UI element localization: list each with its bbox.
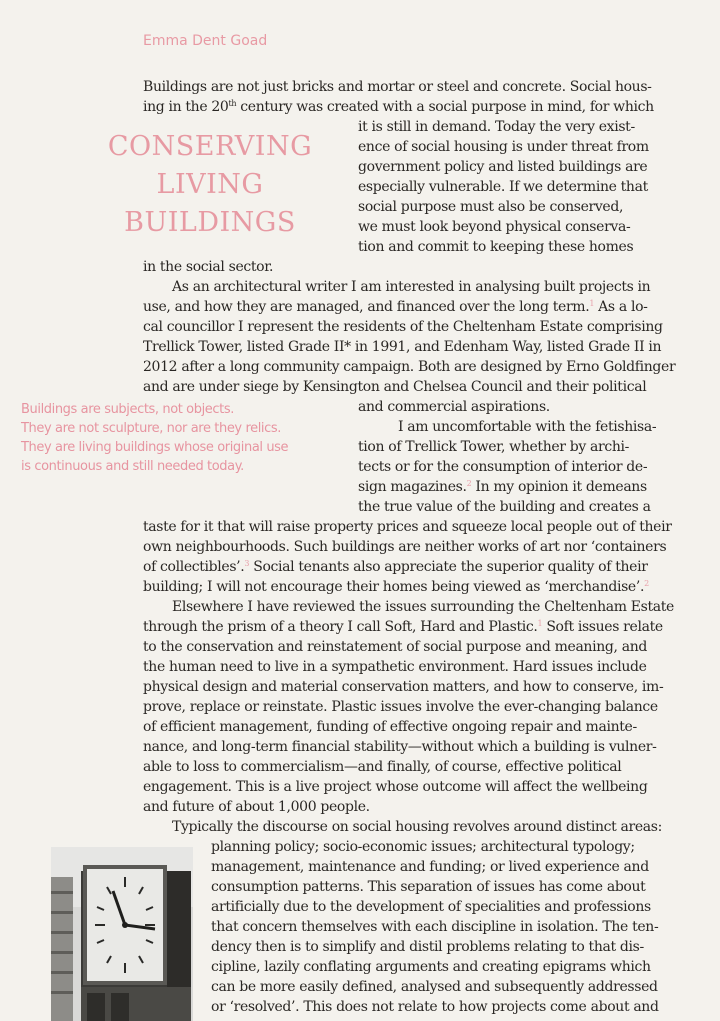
body-line: it is still in demand. Today the very exist- [358, 119, 635, 135]
body-line: we must look beyond physical conserva- [358, 219, 631, 235]
body-line: planning policy; socio-economic issues; architectural typology; [211, 839, 635, 855]
body-line: consumption patterns. This separation of issues has come about [211, 879, 646, 895]
body-line: I am uncomfortable with the fetishisa- [398, 419, 657, 435]
body-line: Typically the discourse on social housing revolves around distinct areas: [172, 819, 662, 835]
body-line: prove, replace or reinstate. Plastic issues involve the ever-changing balance [143, 699, 658, 715]
body-line: dency then is to simplify and distil problems relating to that dis- [211, 939, 644, 955]
body-line: ing in the 20th century was created with a social purpose in mind, for which [143, 99, 654, 115]
pull-quote-line: is continuous and still needed today. [21, 459, 244, 474]
pull-quote-line: They are not sculpture, nor are they relics. [21, 421, 281, 436]
body-line: able to loss to commercialism—and finally, of course, effective political [143, 759, 622, 775]
body-line: can be more easily defined, analysed and subsequently addressed [211, 979, 658, 995]
body-line: engagement. This is a live project whose outcome will affect the wellbeing [143, 779, 648, 795]
body-line: tion of Trellick Tower, whether by archi- [358, 439, 630, 455]
body-line: or ‘resolved’. This does not relate to how projects come about and [211, 999, 659, 1015]
body-line: tion and commit to keeping these homes [358, 239, 634, 255]
body-line: Buildings are not just bricks and mortar or steel and concrete. Social hous- [143, 79, 652, 95]
body-line: and future of about 1,000 people. [143, 799, 370, 815]
body-line: the human need to live in a sympathetic environment. Hard issues include [143, 659, 647, 675]
body-line: the true value of the building and creates a [358, 499, 651, 515]
body-line: use, and how they are managed, and financed over the long term.$^1$ As a lo- [143, 299, 648, 315]
body-line: ence of social housing is under threat from [358, 139, 649, 155]
title-line: BUILDINGS [124, 207, 296, 238]
body-line: in the social sector. [143, 259, 274, 275]
body-line: building; I will not encourage their homes being viewed as ‘merchandise’.$^2$ [143, 579, 649, 595]
title-line: LIVING [156, 169, 264, 200]
body-line: and are under siege by Kensington and Chelsea Council and their political [143, 379, 647, 395]
body-line: government policy and listed buildings are [358, 159, 648, 175]
body-line: cipline, lazily conflating arguments and creating epigrams which [211, 959, 651, 975]
body-line: of efficient management, funding of effective ongoing repair and mainte- [143, 719, 637, 735]
body-line: As an architectural writer I am interested in analysing built projects in [172, 279, 651, 295]
body-line: Trellick Tower, listed Grade II* in 1991, and Edenham Way, listed Grade II in [143, 339, 662, 355]
body-line: 2012 after a long community campaign. Both are designed by Erno Goldfinger [143, 359, 676, 375]
body-line: management, maintenance and funding; or lived experience and [211, 859, 649, 875]
author-name: Emma Dent Goad [143, 33, 268, 49]
body-line: that concern themselves with each discipline in isolation. The ten- [211, 919, 659, 935]
pull-quote-line: They are living buildings whose original use [21, 440, 289, 455]
pull-quote-line: Buildings are subjects, not objects. [21, 402, 234, 417]
body-line: of collectibles’.$^3$ Social tenants also appreciate the superior quality of their [143, 559, 648, 575]
pull-quote [21, 400, 351, 476]
body-line: through the prism of a theory I call Soft, Hard and Plastic.$^1$ Soft issues relate [143, 619, 663, 635]
body-line: physical design and material conservation matters, and how to conserve, im- [143, 679, 664, 695]
body-line: sign magazines.$^2$ In my opinion it demeans [358, 479, 647, 495]
clock-tower-photo [51, 847, 193, 1021]
body-line: to the conservation and reinstatement of social purpose and meaning, and [143, 639, 647, 655]
body-line: Elsewhere I have reviewed the issues surrounding the Cheltenham Estate [172, 599, 674, 615]
body-line: social purpose must also be conserved, [358, 199, 624, 215]
body-line: taste for it that will raise property prices and squeeze local people out of their [143, 519, 672, 535]
body-line: tects or for the consumption of interior de- [358, 459, 648, 475]
body-line: and commercial aspirations. [358, 399, 550, 415]
body-line: cal councillor I represent the residents of the Cheltenham Estate comprising [143, 319, 663, 335]
body-line: artificially due to the development of specialities and professions [211, 899, 651, 915]
body-line: nance, and long-term financial stability—without which a building is vulner- [143, 739, 657, 755]
article-title [90, 128, 330, 242]
title-line: CONSERVING [107, 131, 313, 162]
body-line: especially vulnerable. If we determine that [358, 179, 648, 195]
body-line: own neighbourhoods. Such buildings are neither works of art nor ‘containers [143, 539, 667, 555]
